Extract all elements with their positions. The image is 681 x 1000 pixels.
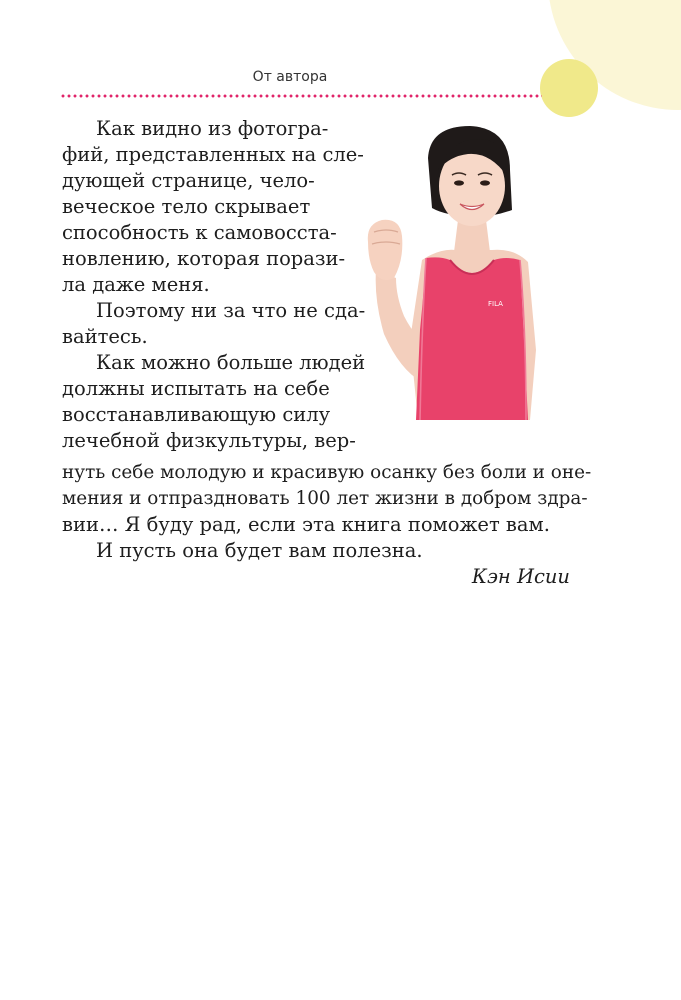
body-line: Как видно из фотогра- bbox=[96, 117, 329, 140]
body-line: лечебной физкультуры, вер- bbox=[62, 429, 356, 452]
body-line: фий, представленных на сле- bbox=[62, 143, 364, 166]
body-line: И пусть она будет вам полезна. bbox=[96, 539, 423, 562]
body-line: вии… Я буду рад, если эта книга поможет вам. bbox=[62, 513, 550, 536]
dotted-divider bbox=[60, 94, 542, 98]
photo-illustration bbox=[360, 120, 555, 428]
decorative-circle-small bbox=[540, 59, 598, 117]
page-header-title: От автора bbox=[252, 69, 328, 85]
body-line: мения и отпраздновать 100 лет жизни в добром здра- bbox=[62, 488, 588, 509]
body-line: дующей странице, чело- bbox=[62, 169, 315, 192]
body-line: нуть себе молодую и красивую осанку без боли и оне- bbox=[62, 462, 592, 483]
body-line: веческое тело скрывает bbox=[62, 195, 311, 218]
body-line: Как можно больше людей bbox=[96, 351, 366, 374]
body-line: восстанавливающую силу bbox=[62, 403, 331, 426]
author-signature: Кэн Исии bbox=[471, 565, 570, 588]
shirt-logo: FILA bbox=[488, 300, 503, 308]
body-line: способность к самовосста- bbox=[62, 221, 337, 244]
woman-raising-fist-photo bbox=[360, 120, 555, 428]
body-line: новлению, которая порази- bbox=[62, 247, 346, 270]
body-line: ла даже меня. bbox=[62, 273, 210, 296]
body-line: должны испытать на себе bbox=[62, 377, 330, 400]
body-line: Поэтому ни за что не сда- bbox=[96, 299, 366, 322]
body-line: вайтесь. bbox=[62, 325, 148, 348]
